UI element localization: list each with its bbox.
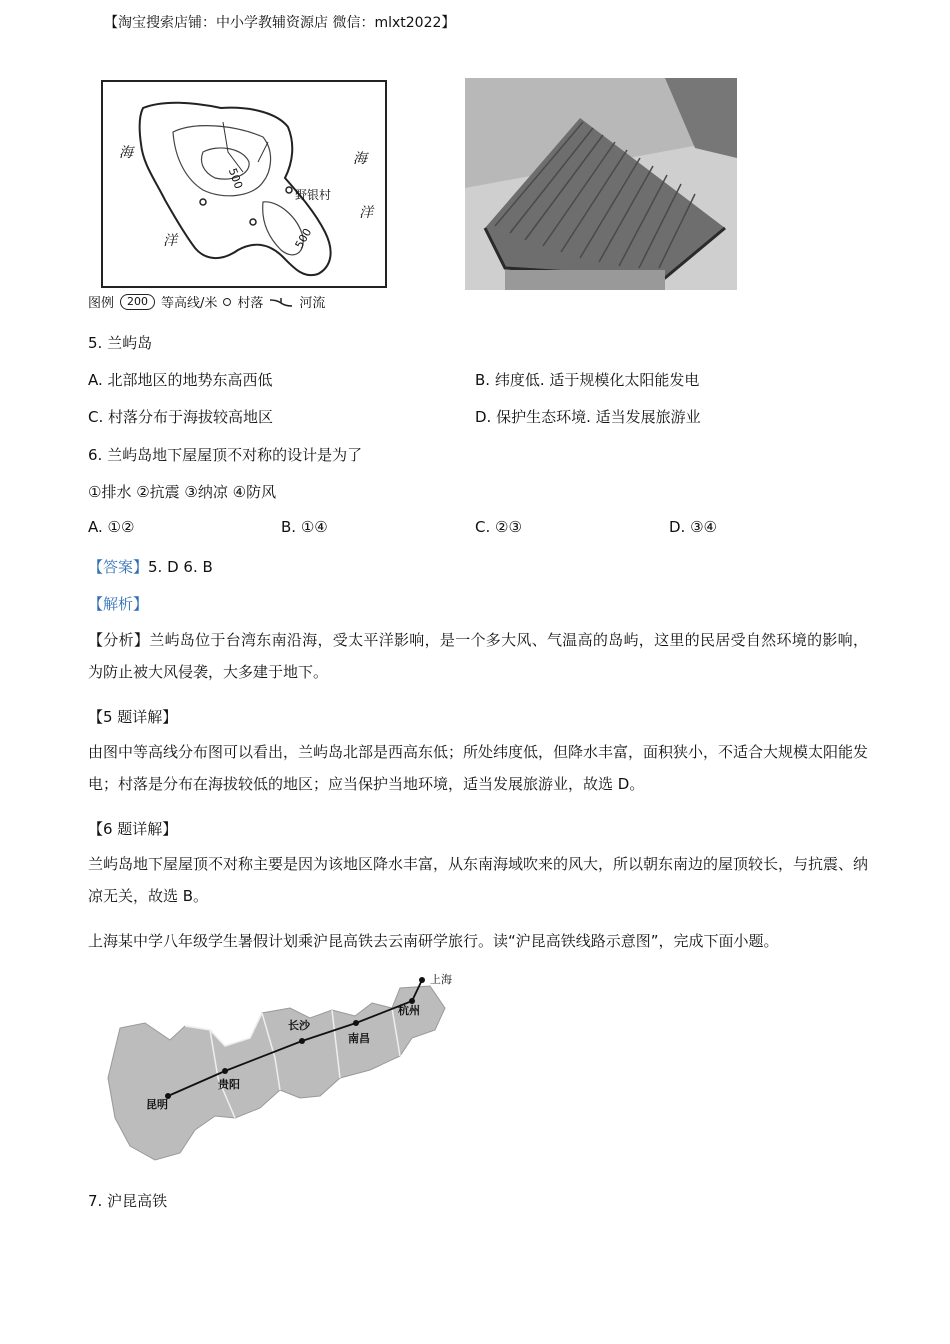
q6-option-d[interactable]: D. ③④ bbox=[669, 518, 717, 536]
legend-contour-value: 200 bbox=[127, 294, 149, 308]
q6-option-a[interactable]: A. ①② bbox=[88, 518, 135, 536]
sea-label-1: 海 bbox=[119, 145, 133, 161]
q5-option-d[interactable]: D. 保护生态环境. 适当发展旅游业 bbox=[475, 408, 701, 426]
q5-stem: 5. 兰屿岛 bbox=[88, 334, 153, 352]
legend-river-icon bbox=[269, 296, 293, 308]
legend-title: 图例 bbox=[88, 296, 115, 311]
q7-stem: 7. 沪昆高铁 bbox=[88, 1192, 168, 1210]
roof-photo-svg bbox=[465, 78, 737, 290]
q6-choices: ①排水 ②抗震 ③纳凉 ④防风 bbox=[88, 483, 277, 501]
railway-map-svg bbox=[100, 968, 470, 1163]
header-text: 【淘宝搜索店铺：中小学教辅资源店 微信：mlxt2022】 bbox=[104, 15, 456, 31]
answer-line bbox=[88, 556, 213, 577]
q5-option-b[interactable]: B. 纬度低. 适于规模化太阳能发电 bbox=[475, 371, 700, 389]
analysis-heading: 【解析】 bbox=[88, 595, 149, 613]
contour-label-1: 500 bbox=[225, 166, 246, 191]
detail6-label: 【6 题详解】 bbox=[88, 820, 178, 838]
roof-photo bbox=[465, 78, 737, 290]
analysis-paragraph bbox=[88, 624, 868, 688]
legend-contour-text: 等高线/米 bbox=[161, 296, 218, 311]
ocean-label-1: 洋 bbox=[163, 233, 177, 249]
legend-contour-symbol bbox=[120, 294, 155, 310]
detail5-text: 由图中等高线分布图可以看出，兰屿岛北部是西高东低；所处纬度低，但降水丰富，面积狭小，不适合大规模太阳能发电；村落是分布在海拔较低的地区；应当保护当地环境，适当发展旅游业，故选 D。 bbox=[88, 743, 869, 793]
section-intro: 上海某中学八年级学生暑假计划乘沪昆高铁去云南研学旅行。读“沪昆高铁线路示意图”，完成下面小题。 bbox=[88, 932, 779, 950]
q6-option-c[interactable]: C. ②③ bbox=[475, 518, 522, 536]
village-label: 野银村 bbox=[295, 188, 332, 202]
city-label-nanchang: 南昌 bbox=[348, 1032, 370, 1045]
city-label-hangzhou: 杭州 bbox=[398, 1004, 420, 1017]
contour-label-2: 500 bbox=[292, 226, 315, 251]
city-label-changsha: 长沙 bbox=[288, 1019, 310, 1032]
island-contour-map bbox=[101, 80, 387, 288]
map-legend bbox=[88, 292, 325, 311]
q6-option-b[interactable]: B. ①④ bbox=[281, 518, 328, 536]
legend-village-text: 村落 bbox=[237, 296, 264, 311]
legend-river-text: 河流 bbox=[299, 296, 326, 311]
city-label-guiyang: 贵阳 bbox=[218, 1078, 240, 1091]
analysis-label: 【分析】 bbox=[88, 631, 150, 649]
sea-label-2: 海 bbox=[353, 151, 367, 167]
city-label-shanghai: 上海 bbox=[430, 973, 452, 986]
q5-option-c[interactable]: C. 村落分布于海拔较高地区 bbox=[88, 408, 274, 426]
ocean-label-2: 洋 bbox=[359, 205, 373, 221]
detail5-label: 【5 题详解】 bbox=[88, 708, 178, 726]
analysis-text: 兰屿岛位于台湾东南沿海，受太平洋影响，是一个多大风、气温高的岛屿，这里的民居受自然环境的影响，为防止被大风侵袭，大多建于地下。 bbox=[88, 631, 868, 681]
q5-option-a[interactable]: A. 北部地区的地势东高西低 bbox=[88, 371, 273, 389]
railway-map bbox=[100, 968, 470, 1163]
q6-stem: 6. 兰屿岛地下屋屋顶不对称的设计是为了 bbox=[88, 446, 363, 464]
answer-label: 【答案】 bbox=[88, 558, 149, 576]
detail6-text: 兰屿岛地下屋屋顶不对称主要是因为该地区降水丰富，从东南海域吹来的风大，所以朝东南边的屋顶较长，与抗震、纳凉无关，故选 B。 bbox=[88, 855, 869, 905]
legend-village-icon bbox=[223, 298, 231, 306]
city-label-kunming: 昆明 bbox=[146, 1098, 168, 1111]
answer-text: 5. D 6. B bbox=[148, 558, 213, 576]
